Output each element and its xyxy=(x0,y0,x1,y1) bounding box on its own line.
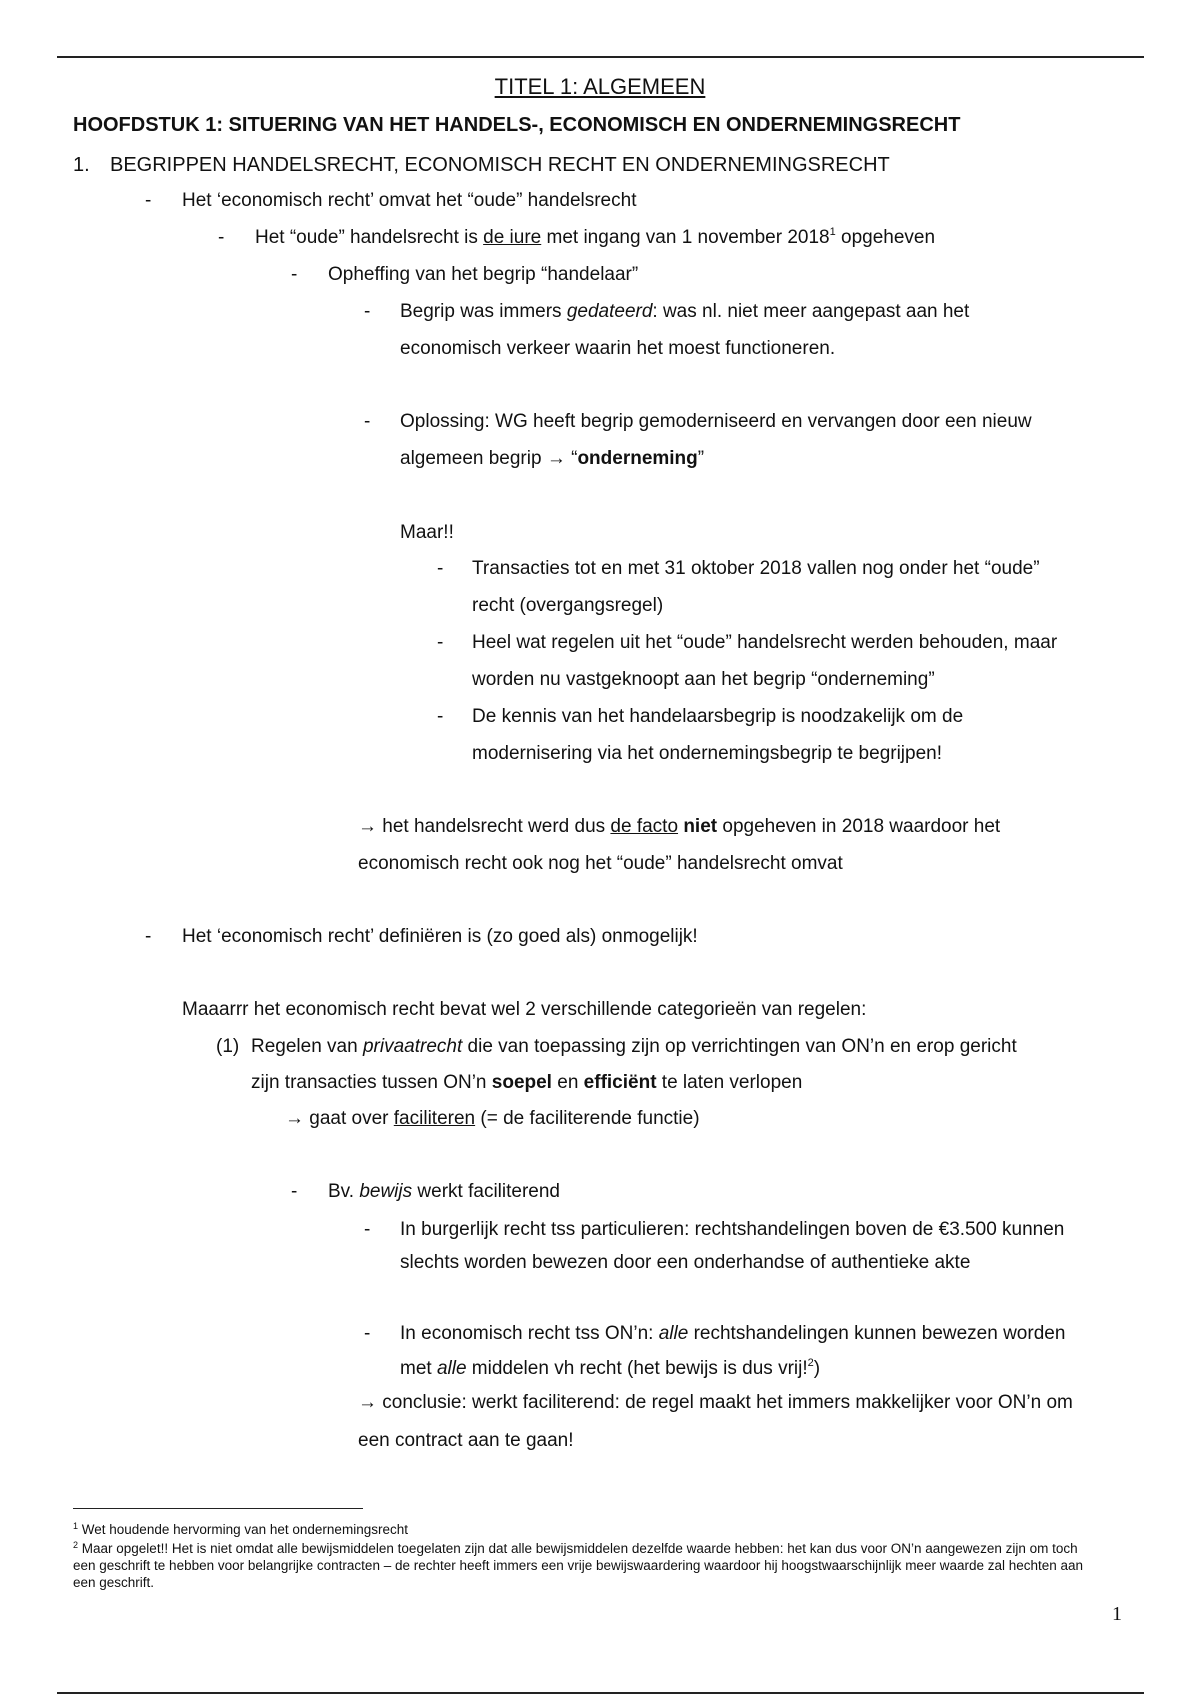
footnote-separator xyxy=(73,1508,363,1509)
text-line: Bv. bewijs werkt faciliterend xyxy=(328,1181,560,1202)
text-line: recht (overgangsregel) xyxy=(472,595,664,616)
chapter-heading: HOOFDSTUK 1: SITUERING VAN HET HANDELS-, ECONOMISCH EN ONDERNEMINGSRECHT xyxy=(73,114,961,136)
list-number: (1) xyxy=(216,1036,240,1057)
text-line: slechts worden bewezen door een onderhandse of authentieke akte xyxy=(400,1252,971,1273)
bottom-rule xyxy=(57,1692,1144,1694)
text-line: worden nu vastgeknoopt aan het begrip “onderneming” xyxy=(472,669,935,690)
bullet-dash: - xyxy=(291,264,298,285)
page-title: TITEL 1: ALGEMEEN xyxy=(494,74,706,99)
text-line: Heel wat regelen uit het “oude” handelsrecht werden behouden, maar xyxy=(472,632,1058,653)
text-line: De kennis van het handelaarsbegrip is noodzakelijk om de xyxy=(472,706,964,727)
footnote-ref: 1 xyxy=(829,226,836,238)
bullet-dash: - xyxy=(291,1181,298,1202)
text-line: Oplossing: WG heeft begrip gemoderniseerd en vervangen door een nieuw xyxy=(400,411,1032,432)
text-line: Begrip was immers gedateerd: was nl. niet meer aangepast aan het xyxy=(400,301,970,322)
text-line: Opheffing van het begrip “handelaar” xyxy=(328,264,639,285)
text-line: Transacties tot en met 31 oktober 2018 vallen nog onder het “oude” xyxy=(472,558,1040,579)
text-line: algemeen begrip → “onderneming” xyxy=(400,448,705,469)
top-rule xyxy=(57,56,1144,58)
bullet-dash: - xyxy=(437,706,444,727)
page-number: 1 xyxy=(1112,1603,1122,1625)
footnote-2: $^2$ Maar opgelet!! Het is niet omdat alle bewijsmiddelen toegelaten zijn dat alle bewijsmiddelen dezelfde waarde hebben: het kan dus voor ON’n aangewezen zijn om toch een geschrift te hebben voor belangrijke contracten – de rechter heeft immers een vrije bewijswaardering waardoor hij hoogstwaarschijnlijk meer waarde zal hechten aan een geschrift. xyxy=(73,1540,1084,1590)
bullet-dash: - xyxy=(364,1323,371,1344)
footnote-ref: 2 xyxy=(807,1357,814,1369)
text-line: modernisering via het ondernemingsbegrip te begrijpen! xyxy=(472,743,943,764)
bullet-dash: - xyxy=(145,190,152,211)
text-line: Het “oude” handelsrecht is de iure met ingang van 1 november 2018$^1$ opgeheven xyxy=(255,226,936,248)
text-line: In economisch recht tss ON’n: alle rechtshandelingen kunnen bewezen worden xyxy=(400,1323,1066,1344)
text-line: zijn transacties tussen ON’n soepel en efficiënt te laten verlopen xyxy=(251,1072,803,1093)
text-line: Regelen van privaatrecht die van toepassing zijn op verrichtingen van ON’n en erop gericht xyxy=(251,1036,1017,1057)
section-heading: BEGRIPPEN HANDELSRECHT, ECONOMISCH RECHT EN ONDERNEMINGSRECHT xyxy=(110,154,890,176)
bullet-dash: - xyxy=(364,301,371,322)
bullet-dash: - xyxy=(437,632,444,653)
text-line: met alle middelen vh recht (het bewijs is dus vrij!$^2$) xyxy=(400,1357,821,1379)
bullet-dash: - xyxy=(437,558,444,579)
footnote-1: $^1$ Wet houdende hervorming van het ondernemingsrecht xyxy=(73,1521,408,1537)
text-line: → het handelsrecht werd dus de facto niet opgeheven in 2018 waardoor het xyxy=(358,816,1001,837)
text-line: een contract aan te gaan! xyxy=(358,1430,574,1451)
text-line: → conclusie: werkt faciliterend: de regel maakt het immers makkelijker voor ON’n om xyxy=(358,1392,1073,1413)
text-line: Het ‘economisch recht’ definiëren is (zo goed als) onmogelijk! xyxy=(182,926,698,947)
text-line: In burgerlijk recht tss particulieren: rechtshandelingen boven de €3.500 kunnen xyxy=(400,1219,1065,1240)
text-line: Het ‘economisch recht’ omvat het “oude” handelsrecht xyxy=(182,190,637,211)
text-line: economisch verkeer waarin het moest functioneren. xyxy=(400,338,836,359)
text-line: economisch recht ook nog het “oude” handelsrecht omvat xyxy=(358,853,843,874)
bullet-dash: - xyxy=(364,1219,371,1240)
text-line: Maar!! xyxy=(400,522,454,543)
bullet-dash: - xyxy=(145,926,152,947)
bullet-dash: - xyxy=(364,411,371,432)
section-number: 1. xyxy=(73,154,90,176)
text-line: Maaarrr het economisch recht bevat wel 2 verschillende categorieën van regelen: xyxy=(182,999,867,1020)
bullet-dash: - xyxy=(218,227,225,248)
text-line: → gaat over faciliteren (= de faciliterende functie) xyxy=(285,1108,700,1129)
